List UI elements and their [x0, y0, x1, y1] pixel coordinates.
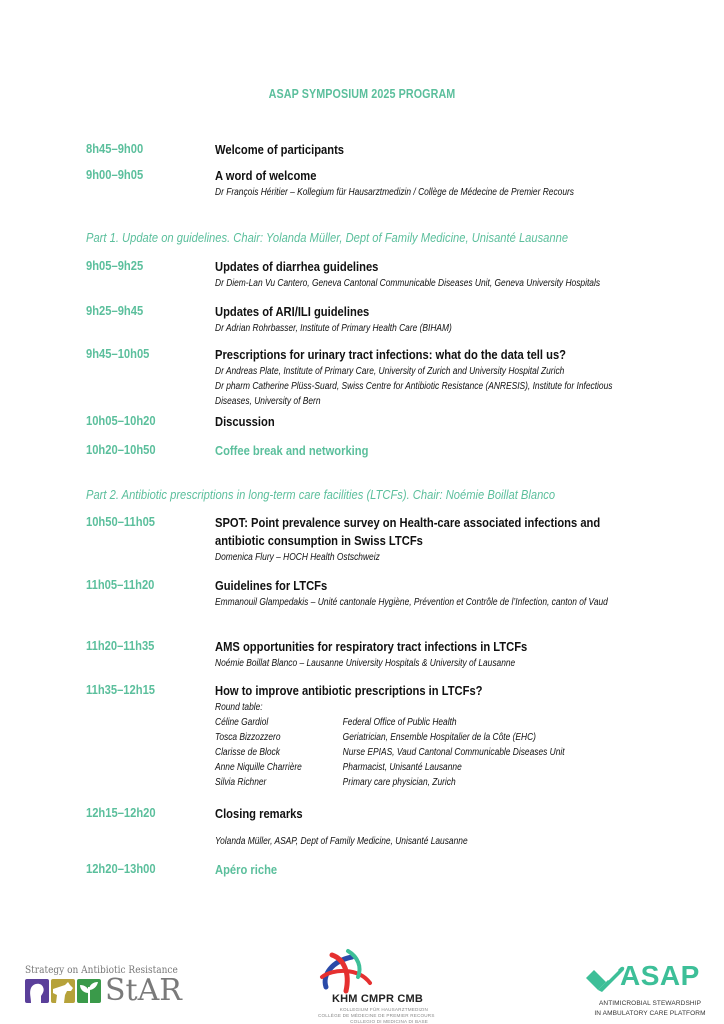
asap-line: IN AMBULATORY CARE PLATFORM	[594, 1010, 706, 1017]
khm-line: COLLEGIO DI MEDICINA DI BASE	[350, 1019, 428, 1024]
session-title: Guidelines for LTCFs	[215, 578, 328, 593]
coffee-break-title: Coffee break and networking	[215, 443, 369, 458]
session-title: Discussion	[215, 414, 275, 429]
session-title: SPOT: Point prevalence survey on Health-care associated infections and antibiotic consumption in Swiss LTCFs	[215, 515, 601, 548]
session-speaker: Dr François Héritier – Kollegium für Hausarztmedizin / Collège de Médecine de Premier Recours	[215, 187, 575, 198]
session-time: 11h20–11h35	[86, 638, 155, 653]
round-table-member	[215, 745, 652, 760]
khm-logo	[318, 947, 435, 1024]
session-title: Updates of diarrhea guidelines	[215, 259, 379, 274]
page-title: ASAP SYMPOSIUM 2025 PROGRAM	[268, 87, 456, 101]
session-speaker: Emmanouil Glampedakis – Unité cantonale Hygiène, Prévention et Contrôle de l’Infection, canton of Vaud	[215, 597, 608, 608]
session-time: 9h05–9h25	[86, 258, 144, 273]
star-logo	[25, 965, 195, 1010]
round-table-member	[215, 760, 652, 775]
part-1-heading: Part 1. Update on guidelines. Chair: Yolanda Müller, Dept of Family Medicine, Unisanté Lausanne	[86, 230, 569, 245]
member-role: Geriatrician, Ensemble Hospitalier de la Côte (EHC)	[342, 732, 536, 743]
member-name: Tosca Bizzozzero	[215, 732, 281, 743]
session-speaker: Dr pharm Catherine Plüss-Suard, Swiss Centre for Antibiotic Resistance (ANRESIS), Institute for Infectious Diseases, University of Bern	[215, 381, 613, 407]
asap-logo	[582, 960, 712, 1022]
session-speaker: Dr Adrian Rohrbasser, Institute of Primary Health Care (BIHAM)	[215, 323, 452, 334]
plant-icon	[77, 979, 101, 1003]
session-speaker: Dr Diem-Lan Vu Cantero, Geneva Cantonal Communicable Diseases Unit, Geneva University Hospitals	[215, 278, 601, 289]
member-name: Clarisse de Block	[215, 747, 280, 758]
round-table-member	[215, 775, 652, 790]
member-name: Silvia Richner	[215, 777, 267, 788]
session-time: 12h20–13h00	[86, 861, 156, 876]
session-speaker: Dr Andreas Plate, Institute of Primary Care, University of Zurich and University Hospital Zurich	[215, 366, 565, 377]
session-time: 10h20–10h50	[86, 442, 156, 457]
session-title: Welcome of participants	[215, 142, 345, 157]
member-role: Pharmacist, Unisanté Lausanne	[342, 762, 462, 773]
session-time: 8h45–9h00	[86, 141, 144, 156]
member-role: Nurse EPIAS, Vaud Cantonal Communicable Diseases Unit	[342, 747, 565, 758]
khm-wordmark: KHM CMPR CMB	[332, 993, 424, 1005]
session-speaker: Yolanda Müller, ASAP, Dept of Family Medicine, Unisanté Lausanne	[215, 836, 468, 847]
session-time: 9h00–9h05	[86, 167, 144, 182]
khm-emblem-icon	[318, 947, 428, 995]
session-time: 9h45–10h05	[86, 346, 150, 361]
round-table-member	[215, 730, 652, 745]
session-time: 11h05–11h20	[86, 577, 155, 592]
khm-line: COLLÈGE DE MÉDECINE DE PREMIER RECOURS	[318, 1013, 435, 1018]
star-caption: Strategy on Antibiotic Resistance	[25, 965, 178, 976]
part-2-heading: Part 2. Antibiotic prescriptions in long-term care facilities (LTCFs). Chair: Noémie Boillat Blanco	[86, 487, 556, 502]
round-table-member	[215, 715, 652, 730]
member-role: Primary care physician, Zurich	[342, 777, 456, 788]
member-role: Federal Office of Public Health	[342, 717, 457, 728]
animal-icon	[51, 979, 75, 1003]
session-title: How to improve antibiotic prescriptions in LTCFs?	[215, 683, 483, 698]
session-title: Closing remarks	[215, 806, 303, 821]
round-table-list	[215, 715, 655, 790]
session-title: Updates of ARI/ILI guidelines	[215, 304, 370, 319]
session-speaker: Noémie Boillat Blanco – Lausanne University Hospitals & University of Lausanne	[215, 658, 516, 669]
session-time: 11h35–12h15	[86, 682, 156, 697]
member-name: Céline Gardiol	[215, 717, 269, 728]
star-wordmark: StAR	[105, 973, 182, 1008]
session-time: 10h05–10h20	[86, 413, 156, 428]
session-time: 12h15–12h20	[86, 805, 156, 820]
footer-logos	[0, 945, 724, 1024]
asap-line: ANTIMICROBIAL STEWARDSHIP	[598, 1000, 702, 1007]
session-title: Prescriptions for urinary tract infections: what do the data tell us?	[215, 347, 566, 362]
khm-line: KOLLEGIUM FÜR HAUSARZTMEDIZIN	[339, 1007, 428, 1012]
member-name: Anne Niquille Charrière	[215, 762, 302, 773]
asap-wordmark: ASAP	[620, 960, 700, 991]
apero-title: Apéro riche	[215, 862, 278, 877]
session-title: AMS opportunities for respiratory tract infections in LTCFs	[215, 639, 528, 654]
session-title: A word of welcome	[215, 168, 317, 183]
human-icon	[25, 979, 49, 1003]
session-time: 9h25–9h45	[86, 303, 144, 318]
session-speaker: Domenica Flury – HOCH Health Ostschweiz	[215, 552, 380, 563]
session-time: 10h50–11h05	[86, 514, 156, 529]
round-table-label: Round table:	[215, 702, 263, 713]
